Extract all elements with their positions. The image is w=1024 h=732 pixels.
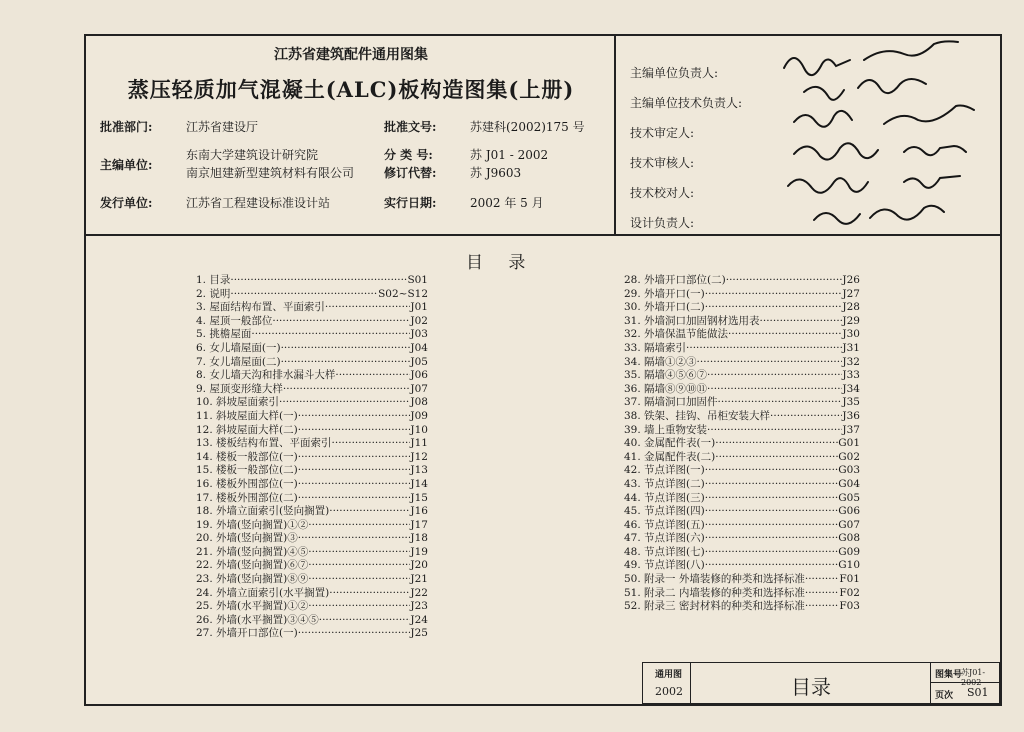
toc-entry: [624, 437, 860, 451]
toc-leader-dots: [298, 464, 411, 478]
toc-leader-dots: [251, 328, 410, 342]
toc-entry-code: F03: [839, 600, 860, 613]
toc-entry-name: 20. 外墙(竖向搁置)③: [196, 532, 298, 545]
toc-entry: [624, 519, 860, 533]
toc-entry-code: J23: [410, 600, 428, 613]
toc-entry-name: 47. 节点详图(六): [624, 532, 705, 545]
toc-leader-dots: [298, 410, 411, 424]
toc-leader-dots: [281, 356, 411, 370]
toc-leader-dots: [308, 559, 410, 573]
toc-entry: [624, 342, 860, 356]
toc-entry-code: J02: [410, 314, 428, 327]
toc-entry-code: G01: [838, 437, 860, 450]
toc-entry-code: G04: [838, 477, 860, 490]
toc-leader-dots: [298, 478, 411, 492]
toc-entry-name: 1. 目录: [196, 274, 231, 286]
responsibles-block: [616, 36, 1000, 236]
toc-entry-code: J09: [410, 409, 428, 422]
toc-entry-code: J17: [410, 518, 428, 531]
toc-entry: [196, 546, 428, 560]
toc-entry: [624, 383, 860, 397]
editor-label: 主编单位:: [100, 158, 153, 172]
toc-leader-dots: [686, 342, 842, 356]
toc-leader-dots: [335, 369, 410, 383]
toc-leader-dots: [718, 396, 843, 410]
header-info-block: [86, 36, 616, 236]
toc-entry-name: 18. 外墙立面索引(竖向搁置): [196, 505, 330, 518]
toc-leader-dots: [705, 464, 839, 478]
toc-entry: [624, 288, 860, 302]
toc-entry-code: G06: [838, 505, 860, 518]
toc-leader-dots: [230, 288, 378, 302]
drawing-sheet: [84, 34, 1002, 706]
toc-entry-code: J14: [410, 477, 428, 490]
toc-entry-name: 34. 隔墙①②③: [624, 355, 697, 368]
title-block-name: 目录: [791, 675, 831, 699]
toc-entry: [196, 464, 428, 478]
toc-entry-name: 36. 隔墙⑧⑨⑩⑪: [624, 382, 708, 395]
toc-entry: [624, 369, 860, 383]
toc-entry: [196, 424, 428, 438]
toc-entry: [196, 396, 428, 410]
toc-entry-code: J13: [410, 464, 428, 477]
toc-entry: [196, 315, 428, 329]
toc-leader-dots: [805, 587, 839, 601]
toc-entry-name: 42. 节点详图(一): [624, 464, 705, 477]
toc-entry: [196, 559, 428, 573]
toc-right-column: [624, 274, 860, 614]
atlas-title: 蒸压轻质加气混凝土(ALC)板构造图集(上册): [127, 77, 575, 102]
toc-entry: [624, 505, 860, 519]
toc-leader-dots: [705, 301, 843, 315]
toc-leader-dots: [298, 451, 411, 465]
toc-entry-code: J19: [410, 545, 428, 558]
category-value: 苏 J01 - 2002: [470, 148, 549, 162]
toc-entry-name: 25. 外墙(水平搁置)①②: [196, 600, 309, 613]
toc-entry-code: J31: [842, 341, 860, 354]
toc-entry: [196, 627, 428, 641]
toc-leader-dots: [319, 614, 411, 628]
toc-entry-code: J26: [842, 274, 860, 286]
toc-leader-dots: [705, 519, 839, 533]
toc-entry-code: J30: [842, 328, 860, 341]
effective-value: 2002 年 5 月: [470, 196, 544, 210]
toc-leader-dots: [308, 573, 410, 587]
toc-leader-dots: [726, 274, 843, 288]
toc-entry-name: 26. 外墙(水平搁置)③④⑤: [196, 613, 319, 626]
title-block: [642, 662, 1000, 704]
toc-entry-code: J08: [410, 396, 428, 409]
toc-entry-code: J25: [410, 627, 428, 640]
toc-entry-name: 3. 屋面结构布置、平面索引: [196, 301, 325, 314]
toc-leader-dots: [272, 315, 410, 329]
toc-leader-dots: [279, 396, 410, 410]
approve-dept-value: 江苏省建设厅: [186, 120, 259, 134]
toc-entry-code: J35: [842, 396, 860, 409]
title-block-atlas-no: 苏J01-2002: [961, 668, 986, 687]
toc-entry: [624, 356, 860, 370]
toc-entry-name: 13. 楼板结构布置、平面索引: [196, 437, 332, 450]
toc-entry: [624, 559, 860, 573]
category-label: 分 类 号:: [384, 148, 433, 162]
toc-entry: [196, 288, 428, 302]
editor-value-2: 南京旭建新型建筑材料有限公司: [186, 166, 355, 180]
toc-entry-name: 41. 金属配件表(二): [624, 450, 716, 463]
toc-entry: [196, 274, 428, 288]
toc-entry: [196, 492, 428, 506]
toc-entry-name: 52. 附录三 密封材料的种类和选择标准: [624, 600, 805, 613]
toc-entry-name: 31. 外墙洞口加固钢材选用表: [624, 314, 760, 327]
toc-entry-code: J32: [842, 355, 860, 368]
approve-dept-label: 批准部门:: [100, 120, 153, 134]
toc-leader-dots: [760, 315, 843, 329]
toc-heading: 目 录: [466, 253, 536, 273]
toc-leader-dots: [805, 600, 839, 614]
toc-leader-dots: [697, 356, 843, 370]
toc-entry: [624, 573, 860, 587]
publisher-value: 江苏省工程建设标准设计站: [186, 196, 331, 210]
toc-entry-name: 49. 节点详图(八): [624, 559, 705, 572]
toc-entry: [196, 505, 428, 519]
replace-value: 苏 J9603: [470, 166, 522, 180]
series-title: 江苏省建筑配件通用图集: [274, 47, 428, 63]
toc-entry: [624, 451, 860, 465]
toc-entry-code: J16: [410, 505, 428, 518]
approve-no-value: 苏建科(2002)175 号: [470, 120, 585, 134]
toc-entry-code: J15: [410, 491, 428, 504]
toc-entry-name: 7. 女儿墙屋面(二): [196, 355, 281, 368]
toc-leader-dots: [705, 478, 839, 492]
title-block-atlas-label: 图集号: [935, 670, 963, 680]
toc-entry: [196, 587, 428, 601]
toc-entry: [624, 478, 860, 492]
toc-entry-name: 29. 外墙开口(一): [624, 287, 705, 300]
toc-entry-name: 38. 铁架、挂钩、吊柜安装大样: [624, 409, 771, 422]
toc-entry-name: 6. 女儿墙屋面(一): [196, 341, 281, 354]
toc-leader-dots: [329, 505, 410, 519]
toc-entry-name: 22. 外墙(竖向搁置)⑥⑦: [196, 559, 309, 572]
toc-entry-code: F01: [839, 573, 860, 586]
toc-entry: [196, 532, 428, 546]
chief-tech-responsible-label: 主编单位技术负责人:: [630, 96, 743, 110]
toc-entry-code: J33: [842, 369, 860, 382]
toc-entry: [624, 315, 860, 329]
toc-leader-dots: [705, 559, 839, 573]
toc-leader-dots: [230, 274, 407, 288]
toc-leader-dots: [298, 627, 411, 641]
toc-entry-name: 15. 楼板一般部位(二): [196, 464, 298, 477]
toc-entry-name: 9. 屋顶变形缝大样: [196, 382, 283, 395]
toc-entry-code: J12: [410, 450, 428, 463]
title-block-type-label: 通用图: [655, 670, 683, 680]
toc-leader-dots: [325, 301, 411, 315]
replace-label: 修订代替:: [384, 166, 437, 180]
toc-entry-name: 24. 外墙立面索引(水平搁置): [196, 586, 330, 599]
toc-entry: [624, 546, 860, 560]
tech-reviewer-label: 技术审核人:: [630, 156, 695, 170]
toc-entry-name: 23. 外墙(竖向搁置)⑧⑨: [196, 573, 309, 586]
toc-leader-dots: [770, 410, 842, 424]
toc-entry-code: J01: [410, 301, 428, 314]
toc-entry-name: 39. 墙上重物安装: [624, 423, 708, 436]
toc-entry-name: 43. 节点详图(二): [624, 477, 705, 490]
toc-entry: [196, 328, 428, 342]
handwritten-signatures: [774, 38, 994, 234]
design-lead-label: 设计负责人:: [630, 216, 695, 230]
toc-entry: [624, 396, 860, 410]
toc-entry: [196, 451, 428, 465]
toc-entry-code: G03: [838, 464, 860, 477]
toc-entry-code: J07: [410, 382, 428, 395]
toc-leader-dots: [715, 437, 838, 451]
toc-entry-name: 19. 外墙(竖向搁置)①②: [196, 518, 309, 531]
toc-leader-dots: [329, 587, 410, 601]
toc-entry: [196, 383, 428, 397]
toc-entry-name: 27. 外墙开口部位(一): [196, 627, 298, 640]
toc-entry-name: 8. 女儿墙天沟和排水漏斗大样: [196, 369, 336, 382]
toc-entry: [196, 342, 428, 356]
toc-leader-dots: [332, 437, 411, 451]
toc-leader-dots: [705, 532, 839, 546]
toc-entry-name: 35. 隔墙④⑤⑥⑦: [624, 369, 708, 382]
toc-leader-dots: [308, 519, 410, 533]
toc-entry-code: J06: [410, 369, 428, 382]
toc-entry-name: 12. 斜坡屋面大样(二): [196, 423, 298, 436]
toc-entry-code: S01: [407, 274, 428, 286]
toc-entry-code: J05: [410, 355, 428, 368]
title-block-page-no: S01: [967, 686, 989, 699]
toc-leader-dots: [705, 546, 839, 560]
toc-entry: [624, 410, 860, 424]
toc-entry-code: J03: [410, 328, 428, 341]
toc-entry: [624, 532, 860, 546]
publisher-label: 发行单位:: [100, 196, 153, 210]
toc-leader-dots: [705, 505, 839, 519]
toc-entry: [624, 328, 860, 342]
toc-entry-code: J21: [410, 573, 428, 586]
toc-entry: [624, 600, 860, 614]
toc-entry-name: 50. 附录一 外墙装修的种类和选择标准: [624, 573, 805, 586]
toc-entry-name: 37. 隔墙洞口加固件: [624, 396, 718, 409]
toc-leader-dots: [705, 492, 839, 506]
toc-entry: [196, 301, 428, 315]
toc-entry: [624, 301, 860, 315]
toc-leader-dots: [281, 342, 411, 356]
toc-entry-name: 14. 楼板一般部位(一): [196, 450, 298, 463]
toc-entry-code: J18: [410, 532, 428, 545]
toc-entry-name: 48. 节点详图(七): [624, 545, 705, 558]
toc-entry-code: J20: [410, 559, 428, 572]
toc-leader-dots: [308, 600, 410, 614]
toc-entry-code: J24: [410, 613, 428, 626]
toc-leader-dots: [805, 573, 839, 587]
editor-value-1: 东南大学建筑设计研究院: [186, 148, 319, 162]
toc-entry-name: 21. 外墙(竖向搁置)④⑤: [196, 545, 309, 558]
toc-entry: [196, 437, 428, 451]
toc-entry-name: 2. 说明: [196, 287, 231, 300]
tech-approver-label: 技术审定人:: [630, 126, 695, 140]
toc-entry-code: G10: [838, 559, 860, 572]
toc-entry-code: F02: [839, 586, 860, 599]
toc-entry-code: J29: [842, 314, 860, 327]
toc-entry-code: G09: [838, 545, 860, 558]
toc-entry-code: G02: [838, 450, 860, 463]
toc-entry: [196, 410, 428, 424]
toc-entry-name: 40. 金属配件表(一): [624, 437, 716, 450]
toc-left-column: [196, 274, 428, 641]
toc-leader-dots: [728, 328, 842, 342]
toc-entry-code: J36: [842, 409, 860, 422]
toc-entry-name: 5. 挑檐屋面: [196, 328, 252, 341]
toc-entry-name: 10. 斜坡屋面索引: [196, 396, 280, 409]
toc-entry: [624, 587, 860, 601]
toc-leader-dots: [707, 424, 842, 438]
title-block-year: 2002: [655, 685, 683, 698]
toc-entry-name: 28. 外墙开口部位(二): [624, 274, 726, 286]
toc-entry: [624, 274, 860, 288]
toc-entry: [196, 600, 428, 614]
toc-entry-code: G07: [838, 518, 860, 531]
toc-entry-code: J10: [410, 423, 428, 436]
toc-entry-code: J34: [842, 382, 860, 395]
toc-leader-dots: [298, 424, 411, 438]
toc-entry-code: J04: [410, 341, 428, 354]
toc-leader-dots: [298, 532, 411, 546]
toc-entry-name: 51. 附录二 内墙装修的种类和选择标准: [624, 586, 805, 599]
toc-entry: [196, 573, 428, 587]
toc-leader-dots: [715, 451, 838, 465]
toc-entry-code: J28: [842, 301, 860, 314]
toc-leader-dots: [707, 383, 842, 397]
toc-entry: [196, 478, 428, 492]
toc-leader-dots: [707, 369, 842, 383]
toc-entry-name: 4. 屋顶一般部位: [196, 314, 273, 327]
toc-entry: [624, 424, 860, 438]
toc-entry-name: 11. 斜坡屋面大样(一): [196, 409, 298, 422]
toc-entry-code: J11: [410, 437, 428, 450]
toc-entry-name: 16. 楼板外围部位(一): [196, 477, 298, 490]
toc-entry-name: 32. 外墙保温节能做法: [624, 328, 729, 341]
toc-entry-name: 30. 外墙开口(二): [624, 301, 705, 314]
toc-entry: [624, 492, 860, 506]
toc-entry-name: 33. 隔墙索引: [624, 341, 687, 354]
toc-entry-name: 17. 楼板外围部位(二): [196, 491, 298, 504]
toc-entry: [196, 519, 428, 533]
toc-entry: [624, 464, 860, 478]
toc-entry-code: J27: [842, 287, 860, 300]
toc-entry: [196, 369, 428, 383]
effective-label: 实行日期:: [384, 196, 437, 210]
title-block-page-label: 页次: [935, 691, 954, 701]
toc-entry: [196, 614, 428, 628]
toc-entry-code: S02~S12: [378, 287, 428, 300]
toc-leader-dots: [308, 546, 410, 560]
tech-proofreader-label: 技术校对人:: [630, 186, 695, 200]
toc-entry-code: J37: [842, 423, 860, 436]
toc-entry-name: 45. 节点详图(四): [624, 505, 705, 518]
approve-no-label: 批准文号:: [384, 120, 437, 134]
toc-entry-name: 44. 节点详图(三): [624, 491, 705, 504]
toc-leader-dots: [283, 383, 411, 397]
chief-responsible-label: 主编单位负责人:: [630, 66, 719, 80]
toc-leader-dots: [298, 492, 411, 506]
toc-leader-dots: [705, 288, 843, 302]
toc-entry-code: G08: [838, 532, 860, 545]
toc-entry: [196, 356, 428, 370]
toc-entry-code: G05: [838, 491, 860, 504]
toc-entry-code: J22: [410, 586, 428, 599]
toc-entry-name: 46. 节点详图(五): [624, 518, 705, 531]
